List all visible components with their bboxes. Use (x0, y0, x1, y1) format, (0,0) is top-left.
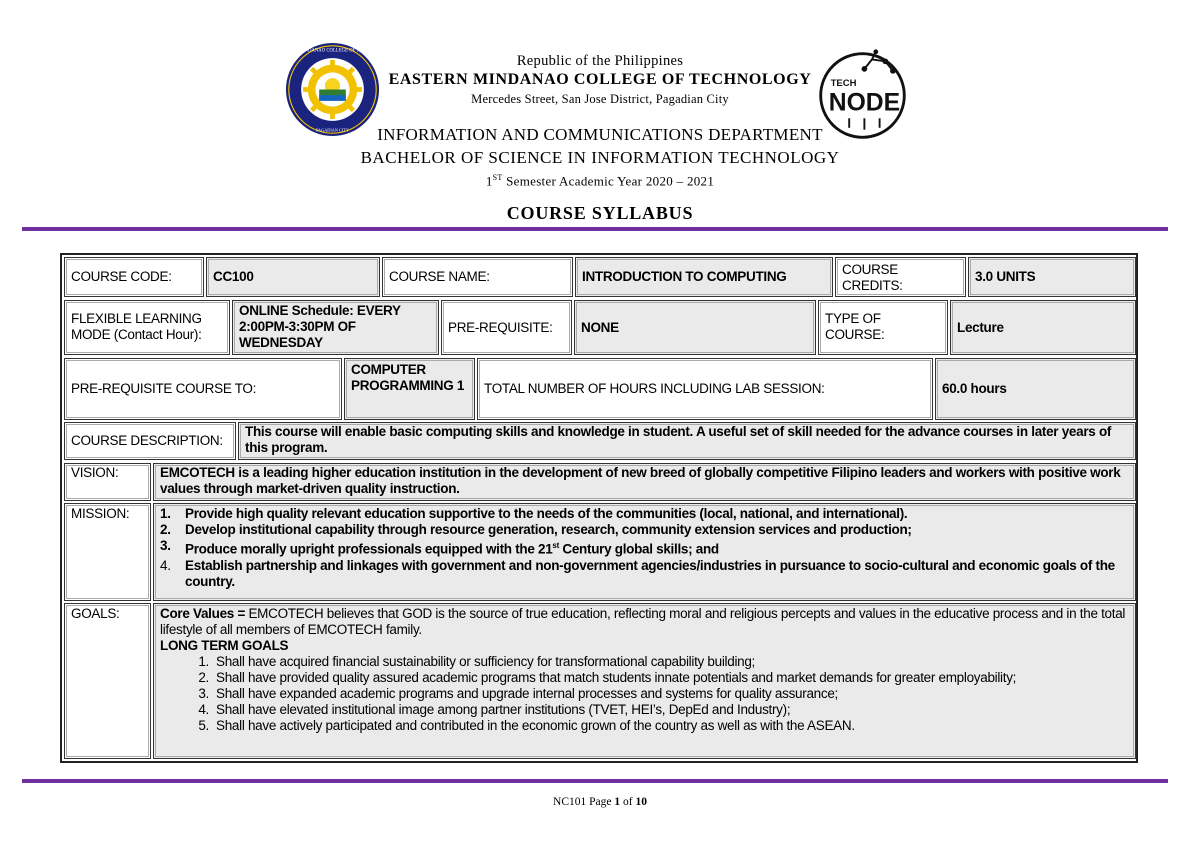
bottom-divider (22, 779, 1168, 783)
department-name: INFORMATION AND COMMUNICATIONS DEPARTMENT (377, 125, 823, 144)
list-item (160, 506, 1129, 522)
learning-mode-value: ONLINE Schedule: EVERY 2:00PM-3:30PM OF WEDNESDAY (232, 300, 439, 355)
college-address: Mercedes Street, San Jose District, Pagadian City (471, 92, 729, 106)
list-text-part: Produce morally upright professionals equipped with the 21 (185, 541, 553, 557)
prerequisite-to-value: COMPUTER PROGRAMMING 1 (344, 358, 475, 420)
course-code-value: CC100 (206, 257, 380, 297)
program-name: BACHELOR OF SCIENCE IN INFORMATION TECHNOLOGY (360, 148, 840, 167)
course-name-label: COURSE NAME: (382, 257, 573, 297)
course-description-label: COURSE DESCRIPTION: (64, 422, 236, 460)
college-name: EASTERN MINDANAO COLLEGE OF TECHNOLOGY (388, 71, 812, 88)
list-item (160, 522, 1129, 538)
mission-content (153, 503, 1136, 601)
goals-content (153, 603, 1136, 759)
list-number: 3. (160, 538, 171, 553)
list-item (160, 558, 1129, 590)
top-divider (22, 227, 1168, 231)
seal-city-text: PAGADIAN CITY (316, 127, 349, 133)
long-term-goals-heading: LONG TERM GOALS (160, 638, 289, 653)
core-values-text: EMCOTECH believes that GOD is the source of true education, reflecting moral and religious percepts and values in the educative process and in the total lifestyle of all members of EMCOTECH family. (160, 606, 1126, 637)
list-text: Shall have provided quality assured academic programs that match students innate potentials and market demands for greater employability; (216, 670, 1017, 685)
list-number: 2. (160, 522, 171, 537)
long-term-goals-list (160, 654, 1129, 734)
list-item (160, 718, 1129, 734)
semester-line (0, 173, 1200, 189)
course-description-text: This course will enable basic computing skills and knowledge in student. A useful set of skill needed for the advance courses in later years of this program. (238, 422, 1136, 460)
country-line: Republic of the Philippines (516, 53, 684, 69)
footer-page-number: 1 (614, 796, 621, 808)
mission-label: MISSION: (64, 503, 151, 601)
prerequisite-value: NONE (574, 300, 816, 355)
list-text: Shall have elevated institutional image among partner institutions (TVET, HEI’s, DepEd and Industry); (216, 702, 791, 717)
page-footer (0, 796, 1200, 808)
footer-doc-code: NC101 Page (553, 796, 615, 808)
logo-tech-text: TECH (830, 78, 857, 89)
list-text-part: Century global skills; and (558, 541, 719, 557)
list-text: Shall have acquired financial sustainability or sufficiency for transformational capability building; (216, 654, 756, 669)
document-header (0, 0, 1200, 230)
vision-label: VISION: (64, 463, 151, 501)
course-code-label: COURSE CODE: (64, 257, 204, 297)
list-number: 5. (198, 718, 209, 733)
list-text: Develop institutional capability through resource generation, research, community extension services and production; (185, 522, 912, 537)
list-text: Shall have actively participated and contributed in the economic grown of the country as well as with the ASEAN. (216, 718, 855, 733)
footer-total-pages: 10 (635, 796, 647, 808)
syllabus-table (60, 253, 1138, 763)
seal-ring-text: EASTERN MINDANAO COLLEGE OF TECHNOLOGY (276, 48, 389, 54)
list-number: 4. (160, 557, 171, 573)
prerequisite-label: PRE-REQUISITE: (441, 300, 572, 355)
list-number: 1. (198, 654, 209, 669)
goals-label: GOALS: (64, 603, 151, 759)
prerequisite-to-label: PRE-REQUISITE COURSE TO: (64, 358, 342, 420)
total-hours-value: 60.0 hours (935, 358, 1136, 420)
semester-suffix: ST (492, 173, 503, 182)
course-type-label: TYPE OF COURSE: (818, 300, 948, 355)
list-number: 4. (198, 702, 209, 717)
course-credits-label: COURSE CREDITS: (835, 257, 966, 297)
page-title: COURSE SYLLABUS (506, 203, 694, 223)
list-item (160, 702, 1129, 718)
core-values-paragraph (160, 606, 1129, 638)
vision-text: EMCOTECH is a leading higher education institution in the development of new breed of globally competitive Filipino leaders and workers with positive work values through market-driven quality instruction. (153, 463, 1136, 501)
semester-year: Semester Academic Year 2020 – 2021 (502, 173, 715, 189)
list-text-sup: st (552, 541, 559, 550)
list-number: 1. (160, 506, 171, 521)
list-number: 2. (198, 670, 209, 685)
logo-node-text: NODE (828, 89, 901, 117)
semester-number: 1 (485, 173, 493, 189)
mission-list (160, 506, 1129, 590)
list-text: Shall have expanded academic programs and upgrade internal processes and systems for quality assurance; (216, 686, 838, 701)
total-hours-label: TOTAL NUMBER OF HOURS INCLUDING LAB SESSION: (477, 358, 933, 420)
list-text: Establish partnership and linkages with government and non-government agencies/industries in pursuance to socio-cultural and economic goals of the country. (185, 557, 1115, 589)
course-credits-value: 3.0 UNITS (968, 257, 1136, 297)
list-text (185, 538, 719, 558)
footer-of: of (620, 796, 636, 808)
list-item (160, 670, 1129, 686)
core-values-label: Core Values = (160, 606, 246, 621)
course-name-value: INTRODUCTION TO COMPUTING (575, 257, 833, 297)
list-item (160, 654, 1129, 670)
list-number: 3. (198, 686, 209, 701)
course-type-value: Lecture (950, 300, 1136, 355)
list-text: Provide high quality relevant education supportive to the needs of the communities (local, national, and international). (185, 506, 908, 521)
learning-mode-label: FLEXIBLE LEARNING MODE (Contact Hour): (64, 300, 230, 355)
list-item (160, 686, 1129, 702)
list-item (160, 538, 1129, 558)
